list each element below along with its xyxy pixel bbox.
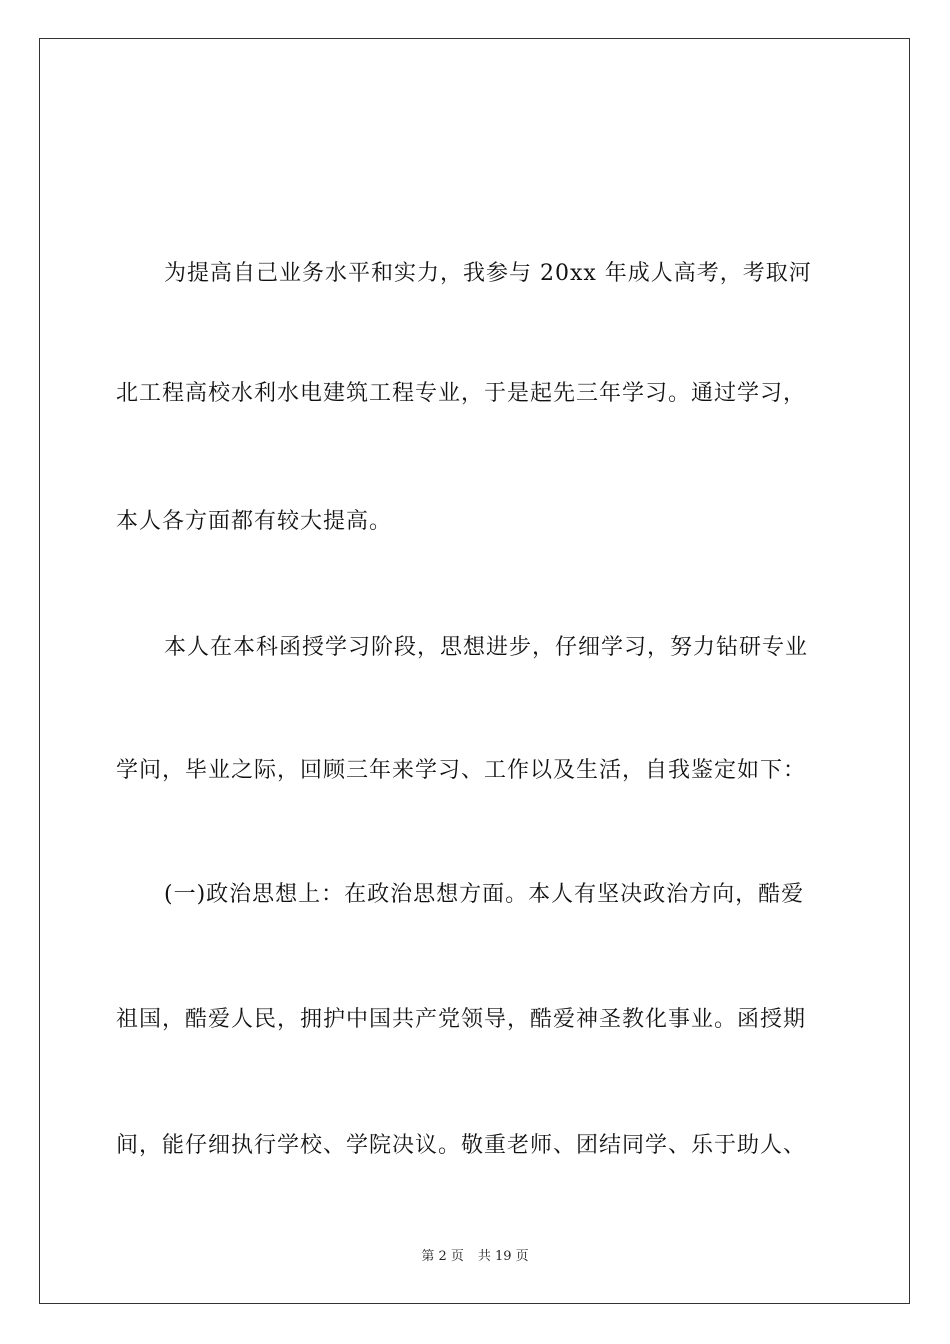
paragraph-2-line-2: 学问，毕业之际，回顾三年来学习、工作以及生活，自我鉴定如下： xyxy=(116,758,807,783)
page-frame xyxy=(39,38,910,1304)
paragraph-1-line-1: 为提高自己业务水平和实力，我参与 20xx 年成人高考，考取河 xyxy=(164,261,812,286)
page-total: 共 19 页 xyxy=(477,1249,529,1264)
paragraph-3-line-2: 祖国，酷爱人民，拥护中国共产党领导，酷爱神圣教化事业。函授期 xyxy=(116,1007,807,1032)
paragraph-3-line-3: 间，能仔细执行学校、学院决议。敬重老师、团结同学、乐于助人、 xyxy=(116,1133,807,1158)
page-footer xyxy=(0,1248,950,1266)
paragraph-1-line-3: 本人各方面都有较大提高。 xyxy=(116,509,393,534)
paragraph-2-line-1: 本人在本科函授学习阶段，思想进步，仔细学习，努力钻研专业 xyxy=(164,635,809,660)
paragraph-1-line-2: 北工程高校水利水电建筑工程专业，于是起先三年学习。通过学习， xyxy=(116,381,807,406)
paragraph-3-line-1: (一)政治思想上：在政治思想方面。本人有坚决政治方向，酷爱 xyxy=(164,882,805,907)
page-number: 第 2 页 xyxy=(421,1249,464,1264)
